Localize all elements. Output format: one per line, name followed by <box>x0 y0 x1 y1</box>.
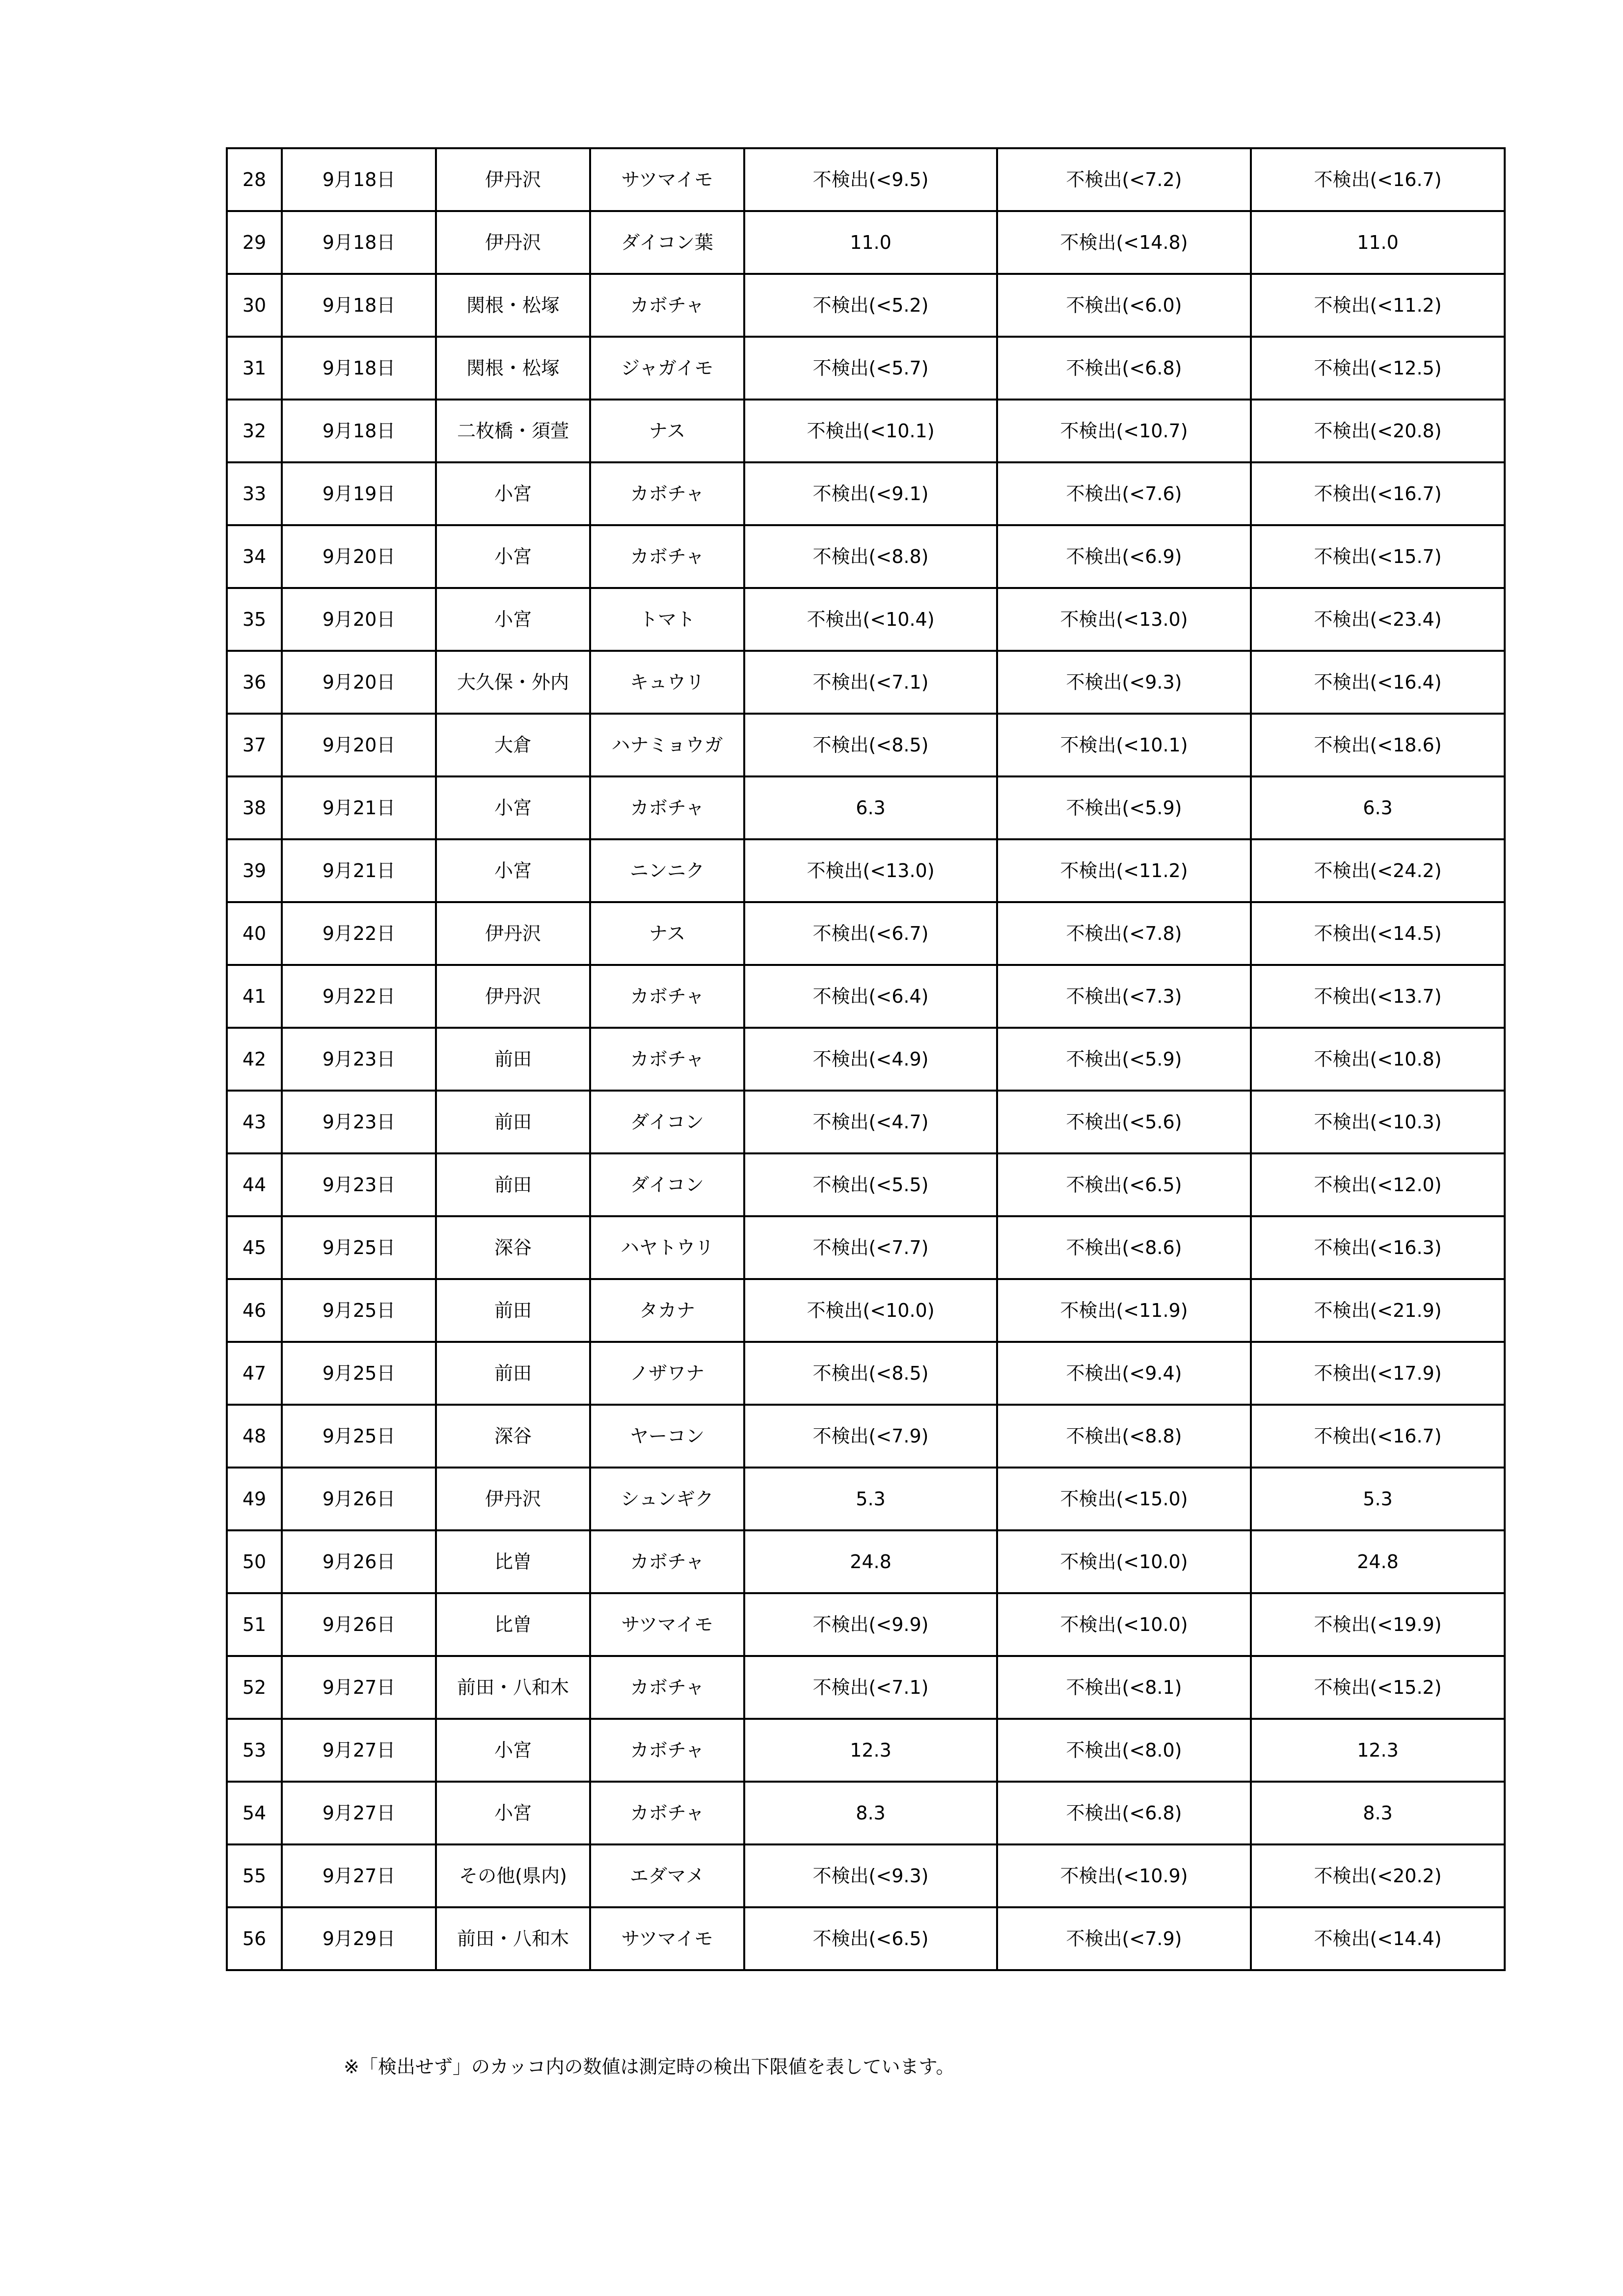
date-cell: 9月26日 <box>282 1530 436 1593</box>
area-cell: その他(県内) <box>436 1844 590 1907</box>
area-cell: 比曽 <box>436 1593 590 1656</box>
value-2-cell: 不検出(<11.9) <box>997 1279 1251 1342</box>
date-cell: 9月29日 <box>282 1907 436 1970</box>
date-cell: 9月20日 <box>282 714 436 776</box>
area-cell: 小宮 <box>436 588 590 651</box>
area-cell: 深谷 <box>436 1405 590 1468</box>
row-number-cell: 56 <box>227 1907 282 1970</box>
item-cell: サツマイモ <box>590 1593 744 1656</box>
footnote: ※「検出せず」のカッコ内の数値は測定時の検出下限値を表しています。 <box>344 2056 955 2078</box>
date-cell: 9月26日 <box>282 1593 436 1656</box>
value-1-cell: 不検出(<4.7) <box>744 1091 997 1153</box>
table-row <box>227 1028 1505 1091</box>
date-cell: 9月21日 <box>282 776 436 839</box>
value-2-cell: 不検出(<9.4) <box>997 1342 1251 1405</box>
table-row <box>227 274 1505 337</box>
value-1-cell: 不検出(<6.4) <box>744 965 997 1028</box>
value-1-cell: 11.0 <box>744 211 997 274</box>
item-cell: カボチャ <box>590 462 744 525</box>
value-3-cell: 不検出(<17.9) <box>1251 1342 1505 1405</box>
value-3-cell: 不検出(<15.2) <box>1251 1656 1505 1719</box>
value-1-cell: 8.3 <box>744 1782 997 1844</box>
item-cell: ダイコン <box>590 1153 744 1216</box>
value-1-cell: 不検出(<8.5) <box>744 1342 997 1405</box>
value-1-cell: 不検出(<9.5) <box>744 148 997 211</box>
table-row <box>227 211 1505 274</box>
row-number-cell: 45 <box>227 1216 282 1279</box>
date-cell: 9月23日 <box>282 1091 436 1153</box>
table-row <box>227 1656 1505 1719</box>
date-cell: 9月18日 <box>282 337 436 400</box>
value-1-cell: 不検出(<10.0) <box>744 1279 997 1342</box>
date-cell: 9月25日 <box>282 1279 436 1342</box>
value-3-cell: 不検出(<15.7) <box>1251 525 1505 588</box>
item-cell: ハナミョウガ <box>590 714 744 776</box>
value-1-cell: 12.3 <box>744 1719 997 1782</box>
item-cell: カボチャ <box>590 1028 744 1091</box>
item-cell: ダイコン葉 <box>590 211 744 274</box>
row-number-cell: 36 <box>227 651 282 714</box>
table-row <box>227 1530 1505 1593</box>
item-cell: シュンギク <box>590 1468 744 1530</box>
value-3-cell: 不検出(<23.4) <box>1251 588 1505 651</box>
area-cell: 伊丹沢 <box>436 211 590 274</box>
value-2-cell: 不検出(<10.1) <box>997 714 1251 776</box>
area-cell: 大倉 <box>436 714 590 776</box>
table-row <box>227 1091 1505 1153</box>
value-1-cell: 不検出(<4.9) <box>744 1028 997 1091</box>
value-3-cell: 8.3 <box>1251 1782 1505 1844</box>
area-cell: 前田 <box>436 1153 590 1216</box>
item-cell: ハヤトウリ <box>590 1216 744 1279</box>
value-2-cell: 不検出(<8.0) <box>997 1719 1251 1782</box>
row-number-cell: 53 <box>227 1719 282 1782</box>
value-2-cell: 不検出(<5.9) <box>997 1028 1251 1091</box>
item-cell: ナス <box>590 902 744 965</box>
table-row <box>227 1719 1505 1782</box>
table-row <box>227 1405 1505 1468</box>
item-cell: カボチャ <box>590 525 744 588</box>
value-1-cell: 不検出(<10.1) <box>744 400 997 462</box>
table-row <box>227 651 1505 714</box>
table-row <box>227 965 1505 1028</box>
value-2-cell: 不検出(<7.3) <box>997 965 1251 1028</box>
item-cell: ダイコン <box>590 1091 744 1153</box>
item-cell: カボチャ <box>590 1782 744 1844</box>
row-number-cell: 49 <box>227 1468 282 1530</box>
value-2-cell: 不検出(<11.2) <box>997 839 1251 902</box>
table-row <box>227 776 1505 839</box>
value-3-cell: 6.3 <box>1251 776 1505 839</box>
value-3-cell: 12.3 <box>1251 1719 1505 1782</box>
value-1-cell: 6.3 <box>744 776 997 839</box>
area-cell: 前田 <box>436 1091 590 1153</box>
table-row <box>227 1782 1505 1844</box>
table-row <box>227 1342 1505 1405</box>
value-2-cell: 不検出(<9.3) <box>997 651 1251 714</box>
value-2-cell: 不検出(<7.6) <box>997 462 1251 525</box>
value-2-cell: 不検出(<14.8) <box>997 211 1251 274</box>
value-1-cell: 24.8 <box>744 1530 997 1593</box>
value-3-cell: 不検出(<10.8) <box>1251 1028 1505 1091</box>
value-1-cell: 不検出(<7.7) <box>744 1216 997 1279</box>
area-cell: 伊丹沢 <box>436 148 590 211</box>
value-2-cell: 不検出(<6.8) <box>997 337 1251 400</box>
value-3-cell: 不検出(<20.8) <box>1251 400 1505 462</box>
table-row <box>227 839 1505 902</box>
item-cell: カボチャ <box>590 1530 744 1593</box>
table-row <box>227 1593 1505 1656</box>
value-3-cell: 不検出(<16.4) <box>1251 651 1505 714</box>
row-number-cell: 40 <box>227 902 282 965</box>
item-cell: ノザワナ <box>590 1342 744 1405</box>
row-number-cell: 52 <box>227 1656 282 1719</box>
date-cell: 9月27日 <box>282 1782 436 1844</box>
value-1-cell: 5.3 <box>744 1468 997 1530</box>
area-cell: 前田 <box>436 1279 590 1342</box>
value-2-cell: 不検出(<6.9) <box>997 525 1251 588</box>
item-cell: エダマメ <box>590 1844 744 1907</box>
value-3-cell: 不検出(<16.7) <box>1251 462 1505 525</box>
area-cell: 前田 <box>436 1028 590 1091</box>
row-number-cell: 39 <box>227 839 282 902</box>
row-number-cell: 34 <box>227 525 282 588</box>
row-number-cell: 43 <box>227 1091 282 1153</box>
item-cell: サツマイモ <box>590 148 744 211</box>
table-row <box>227 1907 1505 1970</box>
value-2-cell: 不検出(<8.8) <box>997 1405 1251 1468</box>
value-3-cell: 不検出(<14.4) <box>1251 1907 1505 1970</box>
date-cell: 9月18日 <box>282 274 436 337</box>
row-number-cell: 33 <box>227 462 282 525</box>
row-number-cell: 28 <box>227 148 282 211</box>
table-row <box>227 588 1505 651</box>
item-cell: トマト <box>590 588 744 651</box>
row-number-cell: 47 <box>227 1342 282 1405</box>
area-cell: 小宮 <box>436 839 590 902</box>
value-2-cell: 不検出(<10.9) <box>997 1844 1251 1907</box>
date-cell: 9月22日 <box>282 965 436 1028</box>
row-number-cell: 46 <box>227 1279 282 1342</box>
value-1-cell: 不検出(<7.1) <box>744 1656 997 1719</box>
area-cell: 小宮 <box>436 525 590 588</box>
row-number-cell: 48 <box>227 1405 282 1468</box>
value-2-cell: 不検出(<5.6) <box>997 1091 1251 1153</box>
value-3-cell: 11.0 <box>1251 211 1505 274</box>
item-cell: タカナ <box>590 1279 744 1342</box>
item-cell: ナス <box>590 400 744 462</box>
table-row <box>227 1279 1505 1342</box>
item-cell: ニンニク <box>590 839 744 902</box>
row-number-cell: 44 <box>227 1153 282 1216</box>
value-2-cell: 不検出(<10.0) <box>997 1530 1251 1593</box>
date-cell: 9月18日 <box>282 400 436 462</box>
value-3-cell: 不検出(<21.9) <box>1251 1279 1505 1342</box>
value-1-cell: 不検出(<6.7) <box>744 902 997 965</box>
row-number-cell: 32 <box>227 400 282 462</box>
date-cell: 9月25日 <box>282 1216 436 1279</box>
value-3-cell: 不検出(<16.3) <box>1251 1216 1505 1279</box>
area-cell: 小宮 <box>436 462 590 525</box>
value-3-cell: 不検出(<12.0) <box>1251 1153 1505 1216</box>
value-3-cell: 不検出(<16.7) <box>1251 1405 1505 1468</box>
value-3-cell: 不検出(<24.2) <box>1251 839 1505 902</box>
area-cell: 比曽 <box>436 1530 590 1593</box>
item-cell: ヤーコン <box>590 1405 744 1468</box>
value-3-cell: 不検出(<19.9) <box>1251 1593 1505 1656</box>
item-cell: カボチャ <box>590 1656 744 1719</box>
results-table-body <box>227 148 1505 1970</box>
row-number-cell: 35 <box>227 588 282 651</box>
row-number-cell: 55 <box>227 1844 282 1907</box>
date-cell: 9月19日 <box>282 462 436 525</box>
row-number-cell: 31 <box>227 337 282 400</box>
value-2-cell: 不検出(<6.8) <box>997 1782 1251 1844</box>
table-row <box>227 902 1505 965</box>
value-1-cell: 不検出(<8.8) <box>744 525 997 588</box>
date-cell: 9月23日 <box>282 1153 436 1216</box>
date-cell: 9月22日 <box>282 902 436 965</box>
row-number-cell: 54 <box>227 1782 282 1844</box>
value-1-cell: 不検出(<5.7) <box>744 337 997 400</box>
value-1-cell: 不検出(<7.1) <box>744 651 997 714</box>
value-3-cell: 24.8 <box>1251 1530 1505 1593</box>
area-cell: 二枚橋・須萱 <box>436 400 590 462</box>
row-number-cell: 51 <box>227 1593 282 1656</box>
value-1-cell: 不検出(<13.0) <box>744 839 997 902</box>
value-2-cell: 不検出(<15.0) <box>997 1468 1251 1530</box>
table-row <box>227 525 1505 588</box>
date-cell: 9月26日 <box>282 1468 436 1530</box>
area-cell: 小宮 <box>436 776 590 839</box>
row-number-cell: 50 <box>227 1530 282 1593</box>
date-cell: 9月18日 <box>282 211 436 274</box>
item-cell: ジャガイモ <box>590 337 744 400</box>
value-2-cell: 不検出(<6.5) <box>997 1153 1251 1216</box>
table-row <box>227 148 1505 211</box>
table-row <box>227 400 1505 462</box>
area-cell: 前田 <box>436 1342 590 1405</box>
value-2-cell: 不検出(<10.7) <box>997 400 1251 462</box>
item-cell: キュウリ <box>590 651 744 714</box>
value-2-cell: 不検出(<7.9) <box>997 1907 1251 1970</box>
value-3-cell: 5.3 <box>1251 1468 1505 1530</box>
area-cell: 伊丹沢 <box>436 1468 590 1530</box>
value-3-cell: 不検出(<10.3) <box>1251 1091 1505 1153</box>
table-row <box>227 1153 1505 1216</box>
table-row <box>227 1216 1505 1279</box>
value-2-cell: 不検出(<7.2) <box>997 148 1251 211</box>
value-2-cell: 不検出(<10.0) <box>997 1593 1251 1656</box>
value-1-cell: 不検出(<10.4) <box>744 588 997 651</box>
table-row <box>227 1844 1505 1907</box>
item-cell: カボチャ <box>590 274 744 337</box>
value-2-cell: 不検出(<5.9) <box>997 776 1251 839</box>
table-row <box>227 714 1505 776</box>
table-row <box>227 337 1505 400</box>
value-1-cell: 不検出(<7.9) <box>744 1405 997 1468</box>
row-number-cell: 37 <box>227 714 282 776</box>
item-cell: カボチャ <box>590 1719 744 1782</box>
date-cell: 9月20日 <box>282 588 436 651</box>
area-cell: 前田・八和木 <box>436 1907 590 1970</box>
date-cell: 9月23日 <box>282 1028 436 1091</box>
item-cell: カボチャ <box>590 965 744 1028</box>
value-1-cell: 不検出(<9.3) <box>744 1844 997 1907</box>
value-3-cell: 不検出(<18.6) <box>1251 714 1505 776</box>
value-1-cell: 不検出(<9.1) <box>744 462 997 525</box>
area-cell: 小宮 <box>436 1719 590 1782</box>
date-cell: 9月21日 <box>282 839 436 902</box>
results-table <box>226 147 1506 1971</box>
item-cell: カボチャ <box>590 776 744 839</box>
date-cell: 9月20日 <box>282 525 436 588</box>
date-cell: 9月18日 <box>282 148 436 211</box>
table-row <box>227 1468 1505 1530</box>
value-3-cell: 不検出(<14.5) <box>1251 902 1505 965</box>
value-3-cell: 不検出(<16.7) <box>1251 148 1505 211</box>
date-cell: 9月27日 <box>282 1719 436 1782</box>
value-1-cell: 不検出(<9.9) <box>744 1593 997 1656</box>
area-cell: 関根・松塚 <box>436 337 590 400</box>
area-cell: 深谷 <box>436 1216 590 1279</box>
row-number-cell: 30 <box>227 274 282 337</box>
date-cell: 9月27日 <box>282 1656 436 1719</box>
value-3-cell: 不検出(<11.2) <box>1251 274 1505 337</box>
value-2-cell: 不検出(<13.0) <box>997 588 1251 651</box>
row-number-cell: 42 <box>227 1028 282 1091</box>
date-cell: 9月20日 <box>282 651 436 714</box>
value-1-cell: 不検出(<5.2) <box>744 274 997 337</box>
value-3-cell: 不検出(<12.5) <box>1251 337 1505 400</box>
area-cell: 小宮 <box>436 1782 590 1844</box>
value-3-cell: 不検出(<13.7) <box>1251 965 1505 1028</box>
table-row <box>227 462 1505 525</box>
value-2-cell: 不検出(<6.0) <box>997 274 1251 337</box>
value-1-cell: 不検出(<8.5) <box>744 714 997 776</box>
value-3-cell: 不検出(<20.2) <box>1251 1844 1505 1907</box>
row-number-cell: 38 <box>227 776 282 839</box>
value-1-cell: 不検出(<6.5) <box>744 1907 997 1970</box>
area-cell: 関根・松塚 <box>436 274 590 337</box>
value-2-cell: 不検出(<8.1) <box>997 1656 1251 1719</box>
area-cell: 大久保・外内 <box>436 651 590 714</box>
date-cell: 9月25日 <box>282 1342 436 1405</box>
item-cell: サツマイモ <box>590 1907 744 1970</box>
area-cell: 伊丹沢 <box>436 902 590 965</box>
value-1-cell: 不検出(<5.5) <box>744 1153 997 1216</box>
row-number-cell: 41 <box>227 965 282 1028</box>
area-cell: 前田・八和木 <box>436 1656 590 1719</box>
date-cell: 9月25日 <box>282 1405 436 1468</box>
date-cell: 9月27日 <box>282 1844 436 1907</box>
value-2-cell: 不検出(<7.8) <box>997 902 1251 965</box>
area-cell: 伊丹沢 <box>436 965 590 1028</box>
row-number-cell: 29 <box>227 211 282 274</box>
value-2-cell: 不検出(<8.6) <box>997 1216 1251 1279</box>
